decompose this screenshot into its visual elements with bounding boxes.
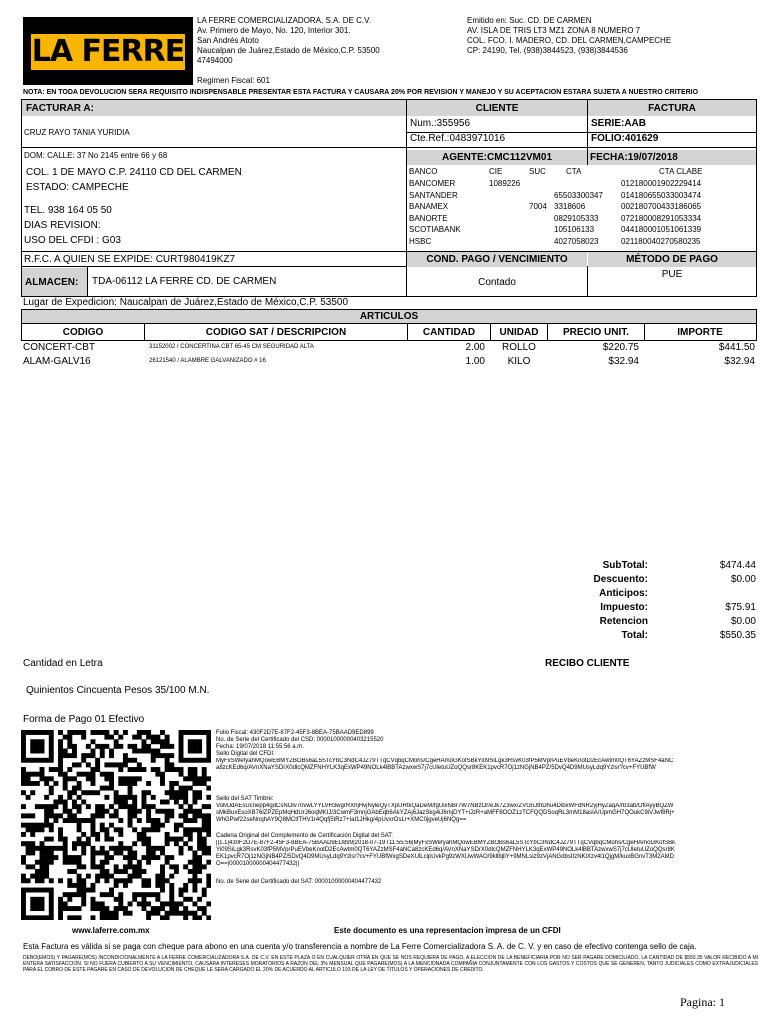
- bank-cell: BANCOMER: [409, 179, 456, 188]
- item-desc: 26121540 / ALAMBRE GALVANIZADO # 16: [149, 358, 266, 364]
- branch-name: Emitido en: Suc. CD. DE CARMEN: [467, 16, 592, 25]
- total-label: Anticipos:: [599, 588, 648, 599]
- bank-row: [409, 213, 755, 224]
- sello-sat: VoMJdAEsUcnepp4gdCsNOlv70vwLYYLVH3wgrRXhjHvjNyleQyTXpURtkQaDeM/fgUixNBr7W7NBzOr/eJk7Z3wx/ZVGnJthDhu4DibxWFdNR2yjHyZaqA/rb3ab/OflAyyBQZWsMkBuxEsoXB76lZPZEpMqHdUrJ6oqMKIJ/3CwmF3mnjGAbEqb6AkYZAj6JazSkg4iJ6mjDYT+iJzR+aMFF8OOZ1zTCFQQDSoqRL3mM18asIA/UpmGH7QOukC9iVJwf8Rj+WhGPwf22seNnqhAY9Q8MCtfTHV1r4Qqfj5tRz7+IaI1JHkg/4pUvxrOsLr+XMC0jgveUj6NQg==: [216, 803, 675, 823]
- qr-code: [21, 730, 211, 920]
- almacen-label: [22, 268, 87, 296]
- no-serie-csd: No. de Serie del Certificado del CSD: 00001000000403215520: [216, 737, 384, 743]
- bank-cell: 7004: [529, 202, 547, 211]
- customer-tel: TEL. 938 164 05 50: [24, 205, 112, 216]
- cond-pago-header: [407, 252, 587, 267]
- bank-header-cta: CTA: [566, 167, 582, 176]
- bill-to-label: FACTURAR A:: [26, 102, 94, 114]
- company-logo: [23, 17, 193, 85]
- item-codigo: ALAM-GALV16: [23, 356, 91, 367]
- bank-header-clabe: CTA CLABE: [659, 167, 703, 176]
- total-value: [648, 587, 756, 601]
- cfdi-info: [216, 730, 676, 886]
- no-serie-sat: No. de Serie del Certificado del SAT: 00001000000404477432: [216, 879, 382, 885]
- sello-cfdi: MyFxSWefyahMQowEBMYZBOBs6aL5STcYbC3NdC4JZ79TTqCVqbqCMohs/CgeHAmoGKofSBkYi09SiLgk3RsvK03fP5MVprPuEVbeKnotD2EcAwtm0QT6YAZzMSF4aNCa8zcKEd6q/AVnXNaYSDrX0dlcQMZFNHYLK3qExWP49NOLk4lBBTAzwxwS7j7cUletuUZoQQsr8KEK1pvcR7Oj1zNGjNB4PZ/5DvQ4D9MUsyLdq9Yzlsr?cv+FYUBfW: [216, 758, 674, 771]
- nota: NOTA: EN TODA DEVOLUCION SERA REQUISITO INDISPENSABLE PRESENTAR ESTA FACTURA Y CAUSARA 20% POR REVISION Y MANEJO Y SU ACEPTACION ESTARA SUJETA A NUESTRO CRITERIO: [23, 89, 699, 96]
- item-codigo: CONCERT-CBT: [23, 342, 96, 353]
- cliente-num: Num.:355956: [410, 118, 471, 129]
- metodo-pago-label: MÉTODO DE PAGO: [626, 254, 718, 265]
- branch-colonia: COL. FCO. I. MADERO, CD. DEL CARMEN,CAMPECHE: [467, 36, 672, 45]
- total-label: Descuento:: [593, 574, 648, 585]
- bank-cell: 65503300347: [554, 190, 603, 200]
- bank-cell: 002180700433186065: [621, 202, 702, 211]
- metodo-pago-value: PUE: [661, 269, 683, 280]
- total-value: $550.35: [719, 630, 756, 641]
- branch-info: [467, 16, 757, 56]
- item-cantidad: 1.00: [465, 356, 485, 367]
- cadena-original: ||1.1|430F2D7E-87F2-45F3-8BEA-75BAAD9ED899|2018-07-19T11:55:56|MyFxSWefyahMQowEBMYZBOBs6aL5STcYbC3NdC4JZ79TTqCVqbqCMohs/CgeHAmoGKofSBkYi09SiLgk3RsvK03fP5MVprPuEVbeKnotD2EcAwtm0QT6YAZzMSF4aNCa8zcKEd6q/AVnXNaYSDrX0dlcQMZFNHYLK3qExWP49NOLk4lBBTAzwxwS7j7cUletuUZoQQsr8KEK1pvcR7Oj1zNGjNB4PZ/5DvQ4D9MUsyLdq9Yzlsr?cv+FYUBfWxgSDeXUlLcipUvkPg9zWXUwWAO/9kllbjllY+9MNLsiz9zVjANGdbsIIzNKlXzv4l1QjgM/kuxBGnvT3M2AMDO==|00001000000404477432||: [216, 840, 676, 867]
- issuer-info: [197, 16, 457, 66]
- agente-value: AGENTE:CMC112VM01: [441, 152, 553, 163]
- cliente-ref: Cte.Ref.:0483971016: [410, 133, 506, 144]
- bank-cell: 3318606: [554, 202, 586, 211]
- total-label: Retencion: [599, 616, 648, 627]
- bank-cell: 014180655033003474: [621, 190, 702, 200]
- total-value: $75.91: [725, 602, 756, 613]
- customer-dom: DOM: CALLE: 37 No 2145 entre 66 y 68: [24, 151, 168, 160]
- cliente-header: [407, 100, 587, 116]
- bank-row: [409, 201, 755, 212]
- folio-fiscal: Folio Fiscal: 430F2D7E-87F2-45F3-8BEA-75BAAD9ED899: [216, 730, 374, 736]
- item-desc: 31152002 / CONCERTINA CBT 65-45 CM SEGURIDAD ALTA: [149, 344, 314, 350]
- total-value: $0.00: [730, 574, 756, 585]
- bank-cell: 012180001902229414: [621, 179, 702, 188]
- bank-cell: 1089226: [489, 179, 521, 188]
- bank-table: [409, 166, 755, 252]
- bank-row: [409, 224, 755, 235]
- item-precio: $220.75: [602, 342, 639, 353]
- item-row: [21, 356, 757, 369]
- total-row: [560, 559, 756, 573]
- cliente-label: CLIENTE: [475, 102, 519, 114]
- factura-label: FACTURA: [648, 102, 696, 114]
- logo-text: LA FERRE: [31, 34, 185, 69]
- total-row: [560, 615, 756, 629]
- bank-cell: 044180001051061339: [621, 225, 702, 234]
- total-row: [560, 573, 756, 587]
- bank-row: [409, 190, 755, 201]
- factura-fecha: [588, 150, 756, 165]
- bill-to-header: [22, 100, 406, 116]
- col-descripcion: CODIGO SAT / DESCRIPCION: [205, 327, 347, 338]
- issuer-phone: 47494000: [197, 56, 233, 65]
- bank-cell: 072180008291053334: [621, 213, 702, 223]
- bank-cell: HSBC: [409, 236, 432, 246]
- total-row: [560, 587, 756, 601]
- factura-folio: FOLIO:401629: [591, 133, 659, 144]
- total-row: [560, 629, 756, 643]
- cond-pago-value: Contado: [478, 277, 516, 288]
- col-cantidad: CANTIDAD: [422, 327, 476, 338]
- item-cantidad: 2.00: [465, 342, 485, 353]
- footer-main: Esta Factura es válida si se paga con cheque para abono en una cuenta y/o transferencia a nombre de La Ferre Comercializadora S. A. de C. V. y en caso de efectivo contenga sello de caja.: [23, 942, 697, 951]
- regimen-fiscal: Regimen Fiscal: 601: [197, 76, 270, 85]
- total-value: $474.44: [719, 560, 756, 571]
- item-unidad: KILO: [507, 356, 531, 367]
- customer-estado: ESTADO: CAMPECHE: [26, 182, 129, 193]
- bank-cell: 0829105333: [554, 213, 599, 223]
- agente: [407, 150, 587, 165]
- cantidad-letra: Quinientos Cincuenta Pesos 35/100 M.N.: [26, 685, 210, 696]
- total-value: $0.00: [730, 616, 756, 627]
- recibo-cliente: RECIBO CLIENTE: [545, 658, 630, 669]
- forma-pago: Forma de Pago 01 Efectivo: [23, 714, 145, 725]
- qr-caption: www.laferre.com.mx: [72, 926, 150, 935]
- bank-row: [409, 236, 755, 247]
- total-label: Impuesto:: [600, 602, 648, 613]
- bank-cell: 021180040270580235: [621, 236, 701, 246]
- item-precio: $32.94: [608, 356, 639, 367]
- customer-rfc: R.F.C. A QUIEN SE EXPIDE: CURT980419KZ7: [24, 254, 236, 265]
- bank-header-cie: CIE: [489, 167, 503, 176]
- cantidad-letra-label: Cantidad en Letra: [23, 658, 103, 669]
- articulos-title: [21, 309, 757, 324]
- fecha-value: FECHA:19/07/2018: [590, 152, 678, 163]
- item-row: [21, 342, 757, 355]
- col-codigo: CODIGO: [62, 327, 104, 338]
- branch-phone: CP: 24190, Tel. (938)3844523, (938)3844536: [467, 46, 628, 55]
- bank-cell: BANAMEX: [409, 202, 449, 211]
- almacen-value: TDA-06112 LA FERRE CD. DE CARMEN: [92, 276, 277, 287]
- pagina: Pagina: 1: [680, 995, 725, 1009]
- bank-row: [409, 178, 755, 189]
- item-unidad: ROLLO: [502, 342, 536, 353]
- issuer-name: LA FERRE COMERCIALIZADORA, S.A. DE C.V.: [197, 16, 371, 25]
- issuer-colonia: San Andrés Atoto: [197, 36, 259, 45]
- cadena-label: Cadena Original del Complemento de Certificación Digital del SAT:: [216, 833, 393, 839]
- bank-cell: BANORTE: [409, 213, 448, 223]
- customer-uso: USO DEL CFDI : G03: [24, 235, 121, 246]
- metodo-pago-header: [588, 252, 756, 267]
- representacion: Este documento es una representacion impresa de un CFDI: [334, 926, 561, 935]
- bank-cell: 105106133: [554, 225, 595, 234]
- col-unidad: UNIDAD: [499, 327, 539, 338]
- totals: [560, 559, 756, 643]
- sello-sat-label: Sello del SAT Timbre:: [216, 796, 274, 802]
- customer-name: CRUZ RAYO TANIA YURIDIA: [24, 128, 130, 137]
- factura-header: [588, 100, 756, 116]
- cond-pago-label: COND. PAGO / VENCIMIENTO: [426, 254, 568, 265]
- issuer-address: Av. Primero de Mayo, No. 120, Interior 301.: [197, 26, 351, 35]
- total-label: SubTotal:: [602, 560, 648, 571]
- issuer-city: Naucalpan de Juárez,Estado de México,C.P. 53500: [197, 46, 380, 55]
- branch-address: AV. ISLA DE TRIS LT3 MZ1 ZONA 8 NUMERO 7: [467, 26, 641, 35]
- col-importe: IMPORTE: [677, 327, 723, 338]
- lugar-expedicion: Lugar de Expedicion: Naucalpan de Juárez,Estado de México,C.P. 53500: [23, 297, 349, 308]
- bank-cell: SCOTIABANK: [409, 225, 461, 234]
- bank-cell: SANTANDER: [409, 190, 458, 200]
- bank-cell: 4027058023: [554, 236, 599, 246]
- item-importe: $32.94: [724, 356, 755, 367]
- cfdi-fecha: Fecha: 19/07/2018 11:55:56 a.m.: [216, 744, 304, 750]
- item-importe: $441.50: [718, 342, 755, 353]
- factura-serie: SERIE:AAB: [591, 118, 647, 129]
- bank-header-suc: SUC: [529, 167, 546, 176]
- footer-small: DEBO(EMOS) Y PAGARE(MOS) INCONDICIONALMENTE A LA FERRE COMERCIALIZADORA S.A. DE C.V. EN ESTE PLAZA O EN CUALQUIER OTRA EN QUE SE NOS REQUIERA DE PAGO, A ELECCION DE LA BENEFICIARIA POR NO SER PAGARE DOMICILIADO, LA CANTIDAD DE $550.35 VALOR RECIBIDO A MI ENTERA SATISFACCION. SI NO FUERA CUBIERTO A SU VENCIMIENTO, CAUSARA INTERESES MORATORIOS A RAZON DEL 3% MENSUAL QUE PAGARE(MOS) A LA MENCIONADA COMPAÑIA CONJUNTAMENTE CON LOS GASTOS Y COSTOS QUE SE GENEREN, TANTO JUDICIALES COMO EXTRAJUDICIALES PARA EL COBRO DE ESTE PAGARE EN CASO DE DEVOLUCION DE CHEQUE LE SERA CARGADO EL 20% DE ACUERDO AL ARTICULO 193 DE LA LEY DE TITULOS Y OPERACIONES DE CREDITO.: [23, 955, 758, 973]
- reg-fed: REG. FED. CONT. FCO0310234W3: [23, 76, 152, 85]
- almacen-label-text: ALMACEN:: [25, 276, 79, 288]
- customer-dias: DIAS REVISION:: [24, 220, 101, 231]
- col-precio: PRECIO UNIT.: [562, 327, 630, 338]
- total-row: [560, 601, 756, 615]
- total-label: Total:: [621, 630, 648, 641]
- bank-header-banco: BANCO: [409, 167, 438, 176]
- sello-cfdi-label: Sello Digital del CFDI:: [216, 751, 275, 757]
- articulos-title-text: ARTICULOS: [359, 311, 419, 322]
- customer-col: COL. 1 DE MAYO C.P. 24110 CD DEL CARMEN: [26, 167, 242, 178]
